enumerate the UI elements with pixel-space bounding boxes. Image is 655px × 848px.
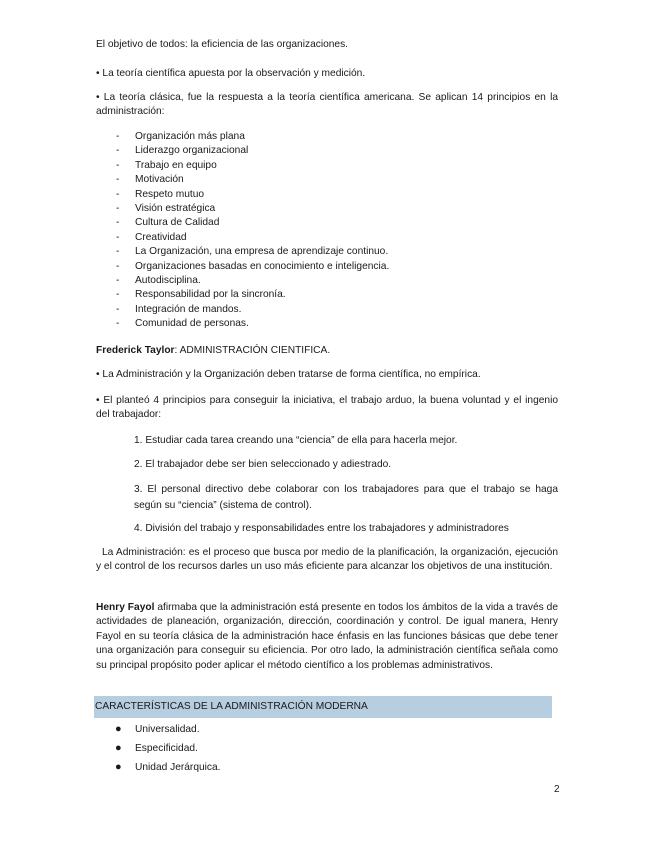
bullet-dot-icon: ● [115, 742, 122, 754]
list-item: - Autodisciplina. [96, 274, 558, 288]
dash-marker: - [116, 145, 120, 157]
dash-marker: - [116, 159, 120, 171]
list-item: - Respeto mutuo [96, 188, 558, 202]
caracteristicas-list [96, 720, 221, 777]
dash-marker: - [116, 231, 120, 243]
list-item: ● Unidad Jerárquica. [96, 758, 221, 777]
dash-marker: - [116, 131, 120, 142]
taylor-heading [96, 344, 330, 358]
dash-marker: - [116, 318, 120, 330]
page-number: 2 [554, 784, 560, 795]
list-item: - Creatividad [96, 231, 558, 245]
list-item: ● Especificidad. [96, 739, 221, 758]
taylor-principle-1: 1. Estudiar cada tarea creando una “ciencia” de ella para hacerla mejor. [134, 435, 458, 446]
fayol-text: afirmaba que la administración está presente en todos los ámbitos de la vida a través de actividades de planeación, organización, dirección, coordinación y control. De igual manera, Henry Fayol en su teoría clásica de la administración hace énfasis en las funciones básicas que debe tener una organización para conseguir su eficiencia. Por otro lado, la administración científica señala como su principal propósito poder aplicar el método científico a los problemas administrativos. [96, 602, 558, 671]
list-item: ● Universalidad. [96, 720, 221, 739]
list-item: - La Organización, una empresa de aprendizaje continuo. [96, 245, 558, 259]
list-item: - Trabajo en equipo [96, 159, 558, 173]
taylor-principle-2: 2. El trabajador debe ser bien seleccionado y adiestrado. [134, 459, 392, 470]
list-item: - Responsabilidad por la sincronía. [96, 288, 558, 302]
taylor-heading-text: : ADMINISTRACIÓN CIENTIFICA. [174, 345, 331, 356]
list-item: - Visión estratégica [96, 202, 558, 216]
dash-marker: - [116, 217, 120, 229]
dash-marker: - [116, 246, 120, 258]
fayol-name: Henry Fayol [96, 602, 155, 613]
taylor-bullet-2: • El planteó 4 principios para conseguir la iniciativa, el trabajo arduo, la buena voluntad y el ingenio del trabajador: [96, 395, 558, 421]
taylor-principle-4: 4. División del trabajo y responsabilidades entre los trabajadores y administradores [134, 523, 509, 534]
list-item: - Motivación [96, 173, 558, 187]
bullet-dot-icon: ● [115, 761, 122, 773]
bullet-dot-icon: ● [115, 723, 122, 735]
principios-list [96, 130, 558, 331]
list-item: - Organizaciones basadas en conocimiento e inteligencia. [96, 260, 558, 274]
list-item: - Liderazgo organizacional [96, 144, 558, 158]
dash-marker: - [116, 274, 120, 286]
dash-marker: - [116, 260, 120, 272]
list-item: - Integración de mandos. [96, 303, 558, 317]
dash-marker: - [116, 174, 120, 186]
dash-marker: - [116, 202, 120, 214]
list-item: - Cultura de Calidad [96, 216, 558, 230]
taylor-bullet-1: • La Administración y la Organización deben tratarse de forma científica, no empírica. [96, 369, 481, 380]
dash-marker: - [116, 188, 120, 200]
bullet-clasica: • La teoría clásica, fue la respuesta a la teoría científica americana. Se aplican 14 principios en la administración: [96, 92, 558, 118]
dash-marker: - [116, 289, 120, 301]
intro-line: El objetivo de todos: la eficiencia de las organizaciones. [96, 39, 349, 50]
list-item: - Comunidad de personas. [96, 317, 558, 331]
taylor-name: Frederick Taylor [96, 345, 175, 356]
list-item: - Organización más plana [96, 130, 558, 144]
section-title: CARACTERÍSTICAS DE LA ADMINISTRACIÓN MODERNA [95, 701, 368, 712]
fayol-paragraph [96, 601, 558, 673]
bullet-cientifica: • La teoría científica apuesta por la observación y medición. [96, 68, 366, 79]
taylor-principle-3: 3. El personal directivo debe colaborar con los trabajadores para que el trabajo se haga según su “ciencia” (sistema de control). [134, 484, 558, 511]
dash-marker: - [116, 303, 120, 315]
administracion-definition: La Administración: es el proceso que busca por medio de la planificación, la organización, ejecución y el control de los recursos darles un uso más eficiente para alcanzar los objetivos de una institución. [96, 547, 558, 573]
section-heading-bar [94, 696, 552, 718]
